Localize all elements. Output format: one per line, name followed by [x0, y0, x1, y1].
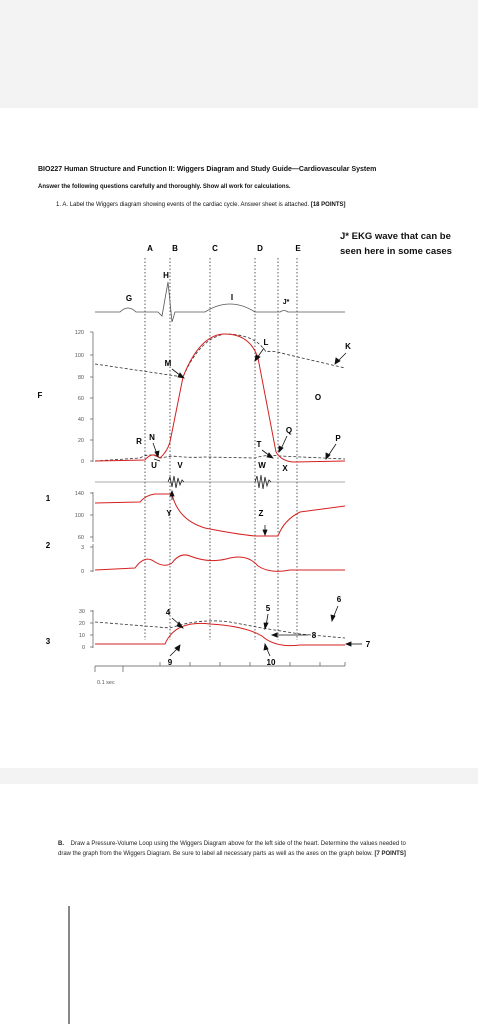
pressure-tick-20: 20 — [77, 438, 84, 444]
arrow-4 — [172, 618, 183, 628]
label-v: V — [177, 461, 183, 470]
label-5: 5 — [265, 604, 271, 613]
question-1 — [56, 202, 346, 208]
arrow-m — [172, 369, 184, 378]
label-z: Z — [258, 509, 264, 518]
time-scale-label: 0.1 sec — [97, 680, 115, 686]
label-r: R — [136, 437, 142, 446]
sound-axis — [90, 544, 93, 572]
label-e: E — [295, 244, 301, 253]
arrow-z — [263, 525, 267, 535]
volume-tick-140: 140 — [74, 491, 84, 497]
label-o: O — [314, 393, 322, 402]
bottom-tick-10: 10 — [78, 633, 85, 639]
label-8: 8 — [311, 631, 317, 640]
event-lines — [145, 258, 297, 640]
pressure-tick-80: 80 — [77, 375, 84, 381]
worksheet-instructions: Answer the following questions carefully and thoroughly. Show all work for calculations. — [38, 184, 291, 190]
label-j-star: J* — [282, 299, 290, 306]
pressure-tick-60: 60 — [77, 396, 84, 402]
label-4: 4 — [165, 608, 171, 617]
time-axis — [95, 662, 345, 672]
bottom-tick-30: 30 — [78, 609, 85, 615]
label-m: M — [164, 359, 172, 368]
ekg-note: J* EKG wave that can be seen here in some cases — [340, 231, 452, 257]
label-6: 6 — [336, 595, 342, 604]
label-b: B — [172, 244, 178, 253]
pressure-tick-40: 40 — [77, 417, 84, 423]
top-gray-band — [0, 0, 478, 108]
aortic-pressure-curve — [95, 334, 345, 377]
volume-tick-60: 60 — [77, 535, 84, 541]
label-d: D — [257, 244, 263, 253]
arrow-9 — [170, 645, 180, 656]
ventricular-pressure-curve — [95, 334, 345, 462]
atrial-bottom-dashed-curve — [95, 621, 345, 638]
atrial-bottom-red-curve — [95, 623, 345, 645]
label-k: K — [345, 342, 351, 351]
label-3: 3 — [45, 637, 51, 646]
label-u: U — [151, 461, 157, 470]
label-2: 2 — [45, 541, 51, 550]
label-p: P — [335, 434, 341, 443]
label-1: 1 — [45, 494, 51, 503]
aortic-flow-curve — [95, 555, 345, 571]
wiggers-diagram — [0, 230, 478, 700]
volume-axis — [90, 492, 93, 542]
ventricular-volume-curve — [95, 494, 345, 536]
pressure-tick-120: 120 — [74, 330, 84, 336]
question-1-points: [18 POINTS] — [310, 202, 346, 208]
sound-tick-3: 3 — [80, 545, 84, 551]
label-x: X — [282, 464, 288, 473]
arrow-7 — [346, 642, 362, 646]
bottom-axis — [90, 610, 93, 648]
label-h: H — [163, 271, 169, 280]
pv-loop-graph-area — [0, 894, 478, 1024]
arrow-q — [279, 436, 287, 452]
question-1-text: A. Label the Wiggers diagram showing events of the cardiac cycle. Answer sheet is attached. — [62, 202, 310, 208]
label-7: 7 — [365, 640, 371, 649]
label-9: 9 — [167, 658, 173, 667]
arrow-k — [335, 353, 346, 364]
label-g: G — [125, 294, 133, 303]
bottom-tick-0: 0 — [81, 645, 85, 651]
question-b-label: B. — [58, 841, 64, 847]
page-gap-band — [0, 768, 478, 784]
question-b-text: Draw a Pressure-Volume Loop using the Wiggers Diagram above for the left side of the heart. Determine the values needed to draw the graph from the Wiggers Diagram. Be sure to label all necessary parts as well as the axes on the graph below. — [58, 841, 406, 857]
volume-tick-100: 100 — [74, 513, 84, 519]
arrow-8 — [272, 633, 308, 637]
arrow-t — [262, 450, 273, 458]
label-i: I — [230, 293, 234, 302]
label-10: 10 — [266, 658, 276, 667]
bottom-tick-20: 20 — [78, 621, 85, 627]
label-a: A — [147, 244, 153, 253]
label-q: Q — [285, 426, 293, 435]
worksheet-title: BIO227 Human Structure and Function II: Wiggers Diagram and Study Guide—Cardiovascular System — [38, 166, 377, 173]
label-n: N — [149, 433, 155, 442]
arrow-10 — [264, 644, 270, 656]
label-l: L — [263, 338, 269, 347]
label-f: F — [37, 391, 43, 400]
label-t: T — [256, 440, 262, 449]
label-c: C — [212, 244, 218, 253]
arrow-6 — [331, 606, 338, 621]
question-b-points: [7 POINTS] — [374, 851, 406, 857]
arrow-p — [326, 444, 336, 459]
pressure-axis — [90, 332, 93, 462]
pressure-tick-0: 0 — [80, 459, 84, 465]
label-y: Y — [166, 509, 172, 518]
arrow-5 — [264, 614, 268, 629]
question-b — [58, 839, 420, 859]
question-1-number: 1. — [56, 202, 62, 208]
pressure-tick-100: 100 — [74, 353, 84, 359]
label-w: W — [258, 461, 266, 470]
ecg-trace — [95, 282, 345, 322]
sound-tick-0: 0 — [80, 569, 84, 575]
